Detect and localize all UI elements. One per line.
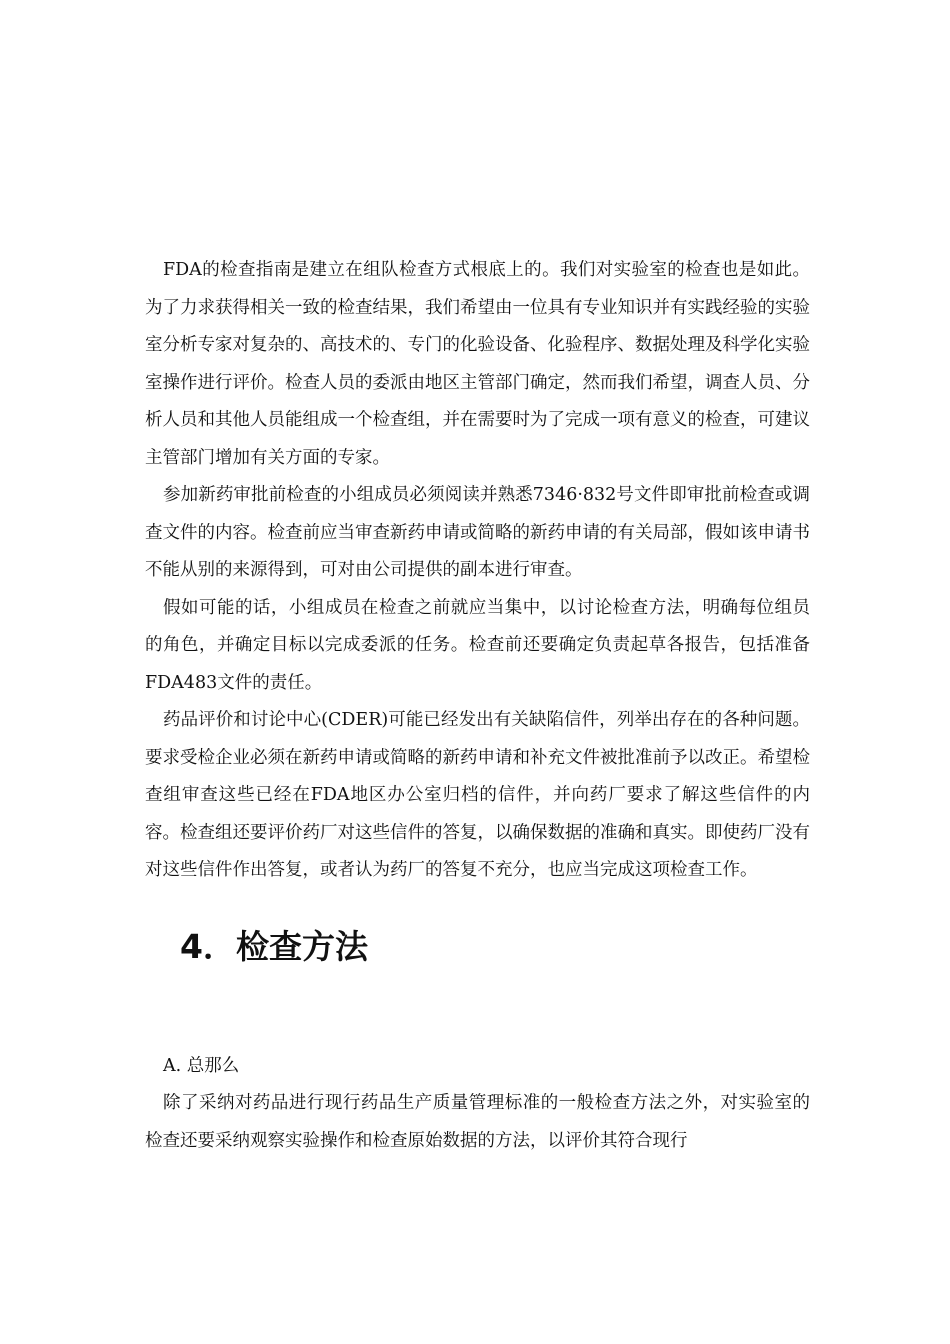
paragraph-deficiency-letters: 药品评价和讨论中心(CDER)可能已经发出有关缺陷信件，列举出存在的各种问题。要求受检企业必须在新药申请或简略的新药申请和补充文件被批准前予以改正。希望检查组审查这些已经在FDA地区办公室归档的信件，并向药厂要求了解这些信件的内容。检查组还要评价药厂对这些信件的答复，以确保数据的准确和真实。即使药厂没有对这些信件作出答复，或者认为药厂的答复不充分，也应当完成这项检查工作。 bbox=[145, 710, 810, 880]
paragraph-inspection-methods: 除了采纳对药品进行现行药品生产质量管理标准的一般检查方法之外，对实验室的检查还要采纳观察实验操作和检查原始数据的方法，以评价其符合现行 bbox=[145, 1093, 810, 1151]
paragraph-team-meeting: 假如可能的话，小组成员在检查之前就应当集中，以讨论检查方法，明确每位组员的角色，并确定目标以完成委派的任务。检查前还要确定负责起草各报告，包括准备FDA483文件的责任。 bbox=[145, 597, 810, 693]
subheading-general: A. 总那么 bbox=[163, 1055, 240, 1076]
section-heading: 4．检查方法 bbox=[180, 926, 368, 966]
paragraph-team-inspection: FDA的检查指南是建立在组队检查方式根底上的。我们对实验室的检查也是如此。为了力求获得相关一致的检查结果，我们希望由一位具有专业知识并有实践经验的实验室分析专家对复杂的、高技术的、专门的化验设备、化验程序、数据处理及科学化实验室操作进行评价。检查人员的委派由地区主管部门确定，然而我们希望，调查人员、分析人员和其他人员能组成一个检查组，并在需要时为了完成一项有意义的检查，可建议主管部门增加有关方面的专家。 bbox=[145, 260, 810, 468]
document-body bbox=[145, 252, 810, 1160]
paragraph-preapproval-review: 参加新药审批前检查的小组成员必须阅读并熟悉7346·832号文件即审批前检查或调查文件的内容。检查前应当审查新药申请或简略的新药申请的有关局部，假如该申请书不能从别的来源得到，可对由公司提供的副本进行审查。 bbox=[145, 485, 810, 580]
